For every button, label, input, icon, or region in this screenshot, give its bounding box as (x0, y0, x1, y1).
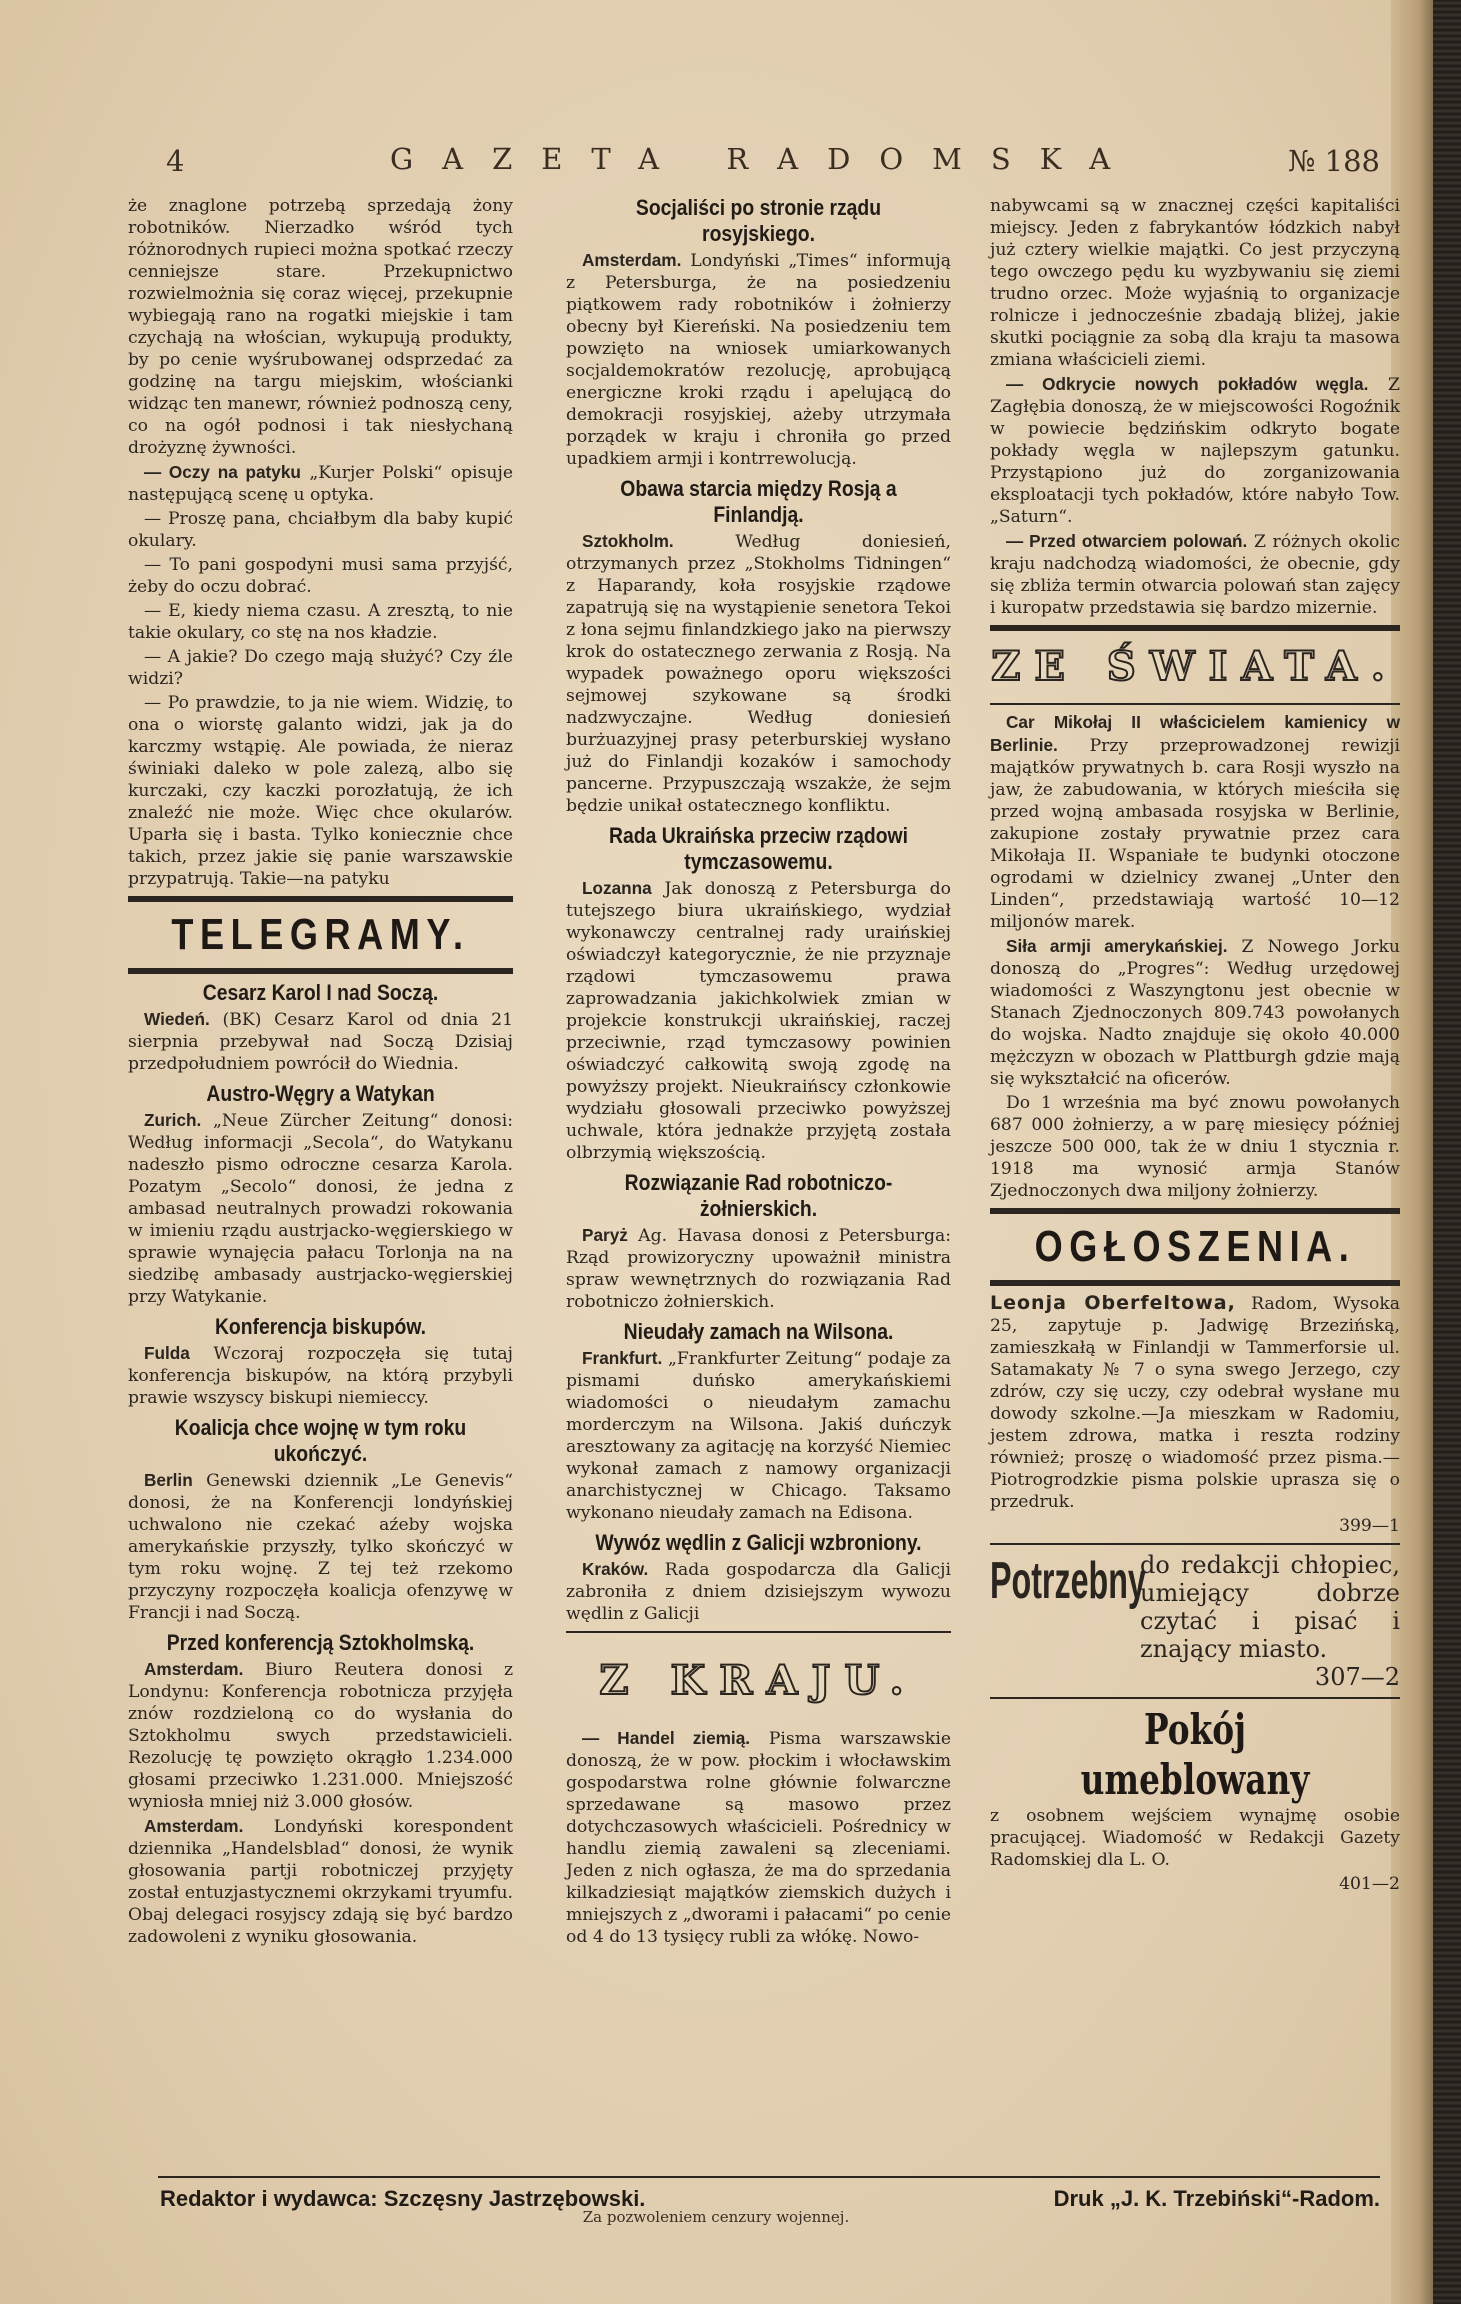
dateline: Berlin (144, 1470, 193, 1490)
article-text: Londyński korespondent dziennika „Handelsblad“ donosi, że wynik głosowania partji robotniczej przyjęty został entuzjastycznemi okrzykami tryumfu. Obaj delegaci rosyjscy zdają się być bardzo zadowoleni z wyniku głosowania. (128, 1817, 513, 1947)
dateline: Paryż (582, 1225, 628, 1245)
article-headline: Konferencja biskupów. (214, 1314, 427, 1339)
article-paragraph (566, 1224, 951, 1313)
article-paragraph (990, 373, 1400, 528)
dateline: Zurich. (144, 1110, 202, 1130)
article-text: Jak donoszą z Petersburga do tutejszego biura ukraińskiego, wydział wykonawczy centralnej rady uraińskiej oświadczył kategorycznie, że nie przyznaje rządowi tymczasowemu prawa zaprowadzania jakichkolwiek zmian w projekcie konstrukcji ukraińskiej, raczej przeciwnie, rząd tymczasowy powinien oświadczyć całkowitą swoją zgodę na powyższy projekt. Nieukraińscy członkowie wydziału głosowali przeciwko powyższej uchwale, która jednakże przyjętą została olbrzymią większością. (566, 879, 951, 1163)
ad-text: z osobnem wejściem wynajmę osobie pracującej. Wiadomość w Redakcji Gazety Radomskiej dla L. O. (990, 1806, 1400, 1870)
article-paragraph (566, 1347, 951, 1524)
column-1 (128, 195, 513, 1950)
ad-text: Radom, Wysoka 25, zapytuje p. Jadwigę Brzezińską, zamieszkałą w Finlandji w Tammerforsie ul. Satamakaty № 7 o syna swego Jerzego, czy zdrów, czy się uczy, czy odebrał wysłane mu dowody szkolne.—Ja mieszkam w Radomiu, jestem zdrowa, matka i reszta rodziny również; proszę o wiadomość przez pisma.—Piotrogrodzkie pisma polskie uprasza się o przedruk. (990, 1294, 1400, 1512)
dialogue-line: — Proszę pana, chciałbym dla baby kupić okulary. (128, 509, 513, 551)
printer-credit: Druk „J. K. Trzebiński“-Radom. (1053, 2186, 1380, 2211)
section-rule (128, 968, 513, 974)
section-title-telegramy: TELEGRAMY. (171, 910, 470, 959)
article-text: Według doniesień, otrzymanych przez „Stokholms Tidningen“ z Haparandy, koła rosyjskie rządowe zapatrują się na wystąpienie senetora Tekoi z łona sejmu finlandzkiego jako na pierwszy krok do ostatecznego zerwania z Rosją. Na wypadek poważnego oporu większości sejmowej szykowane są środki nadzwyczajne. Według doniesień burżuazyjnej prasy peterburskiej wysłano już do Finlandji kozaków i samochody pancerne. Przypuszczają wszakże, że sejm będzie unikał ostatecznego konfliktu. (566, 532, 952, 816)
article-paragraph (990, 935, 1400, 1090)
advertisement (990, 1292, 1400, 1513)
page-header (160, 142, 1380, 182)
article-paragraph (566, 877, 951, 1164)
ad-code: 307—2 (1314, 1663, 1400, 1691)
article-headline: Austro-Węgry a Watykan (206, 1081, 435, 1106)
dateline: Sztokholm. (582, 531, 674, 551)
article-lead: Car Mikołaj II właścicielem kamienicy w Berlinie. (990, 712, 1400, 755)
article-text: Do 1 września ma być znowu powołanych 687 000 żołnierzy, a w parę miesięcy później jeszcze 500 000, tak że w dniu 1 stycznia r. 1918 ma wynosić armja Stanów Zjednoczonych dwa miljony żołnierzy. (990, 1093, 1400, 1201)
article-paragraph (566, 530, 951, 817)
dateline: Frankfurt. (582, 1348, 663, 1368)
article-paragraph (566, 1727, 951, 1948)
article-headline: Przed konferencją Sztokholmską. (166, 1630, 475, 1655)
ad-headline: Pokój umeblowany (1080, 1705, 1310, 1804)
section-rule (990, 1280, 1400, 1286)
book-edge (1433, 0, 1461, 2304)
article-paragraph (128, 1658, 513, 1813)
article-paragraph (128, 1469, 513, 1624)
article-paragraph (128, 461, 513, 506)
article-text: Wczoraj rozpoczęła się tutaj konferencja biskupów, na którą przybyli prawie wszyscy biskupi niemieccy. (128, 1344, 514, 1408)
dialogue-line: — Po prawdzie, to ja nie wiem. Widzię, to ona o wiorstę galanto widzi, jak ja do karczmy wstąpię. Ale powiada, że nieraz świniaki daleko w pole zalezą, albo się kurczaki, czy kaczki porozłatują, że ich znaleźć nie może. Więc chce okularów. Uparła się i basta. Tylko koniecznie chce takich, przez jakie się panie warszawskie przypatrują. Takie—na patyku (128, 693, 513, 889)
page-number: 4 (166, 144, 185, 178)
dialogue-line: — A jakie? Do czego mają służyć? Czy źle widzi? (128, 647, 513, 689)
article-headline: Koalicja chce wojnę w tym roku ukończyć. (174, 1415, 467, 1466)
section-rule (990, 703, 1400, 705)
article-text: Londyński „Times“ informują z Petersburga, że na posiedzeniu piątkowem rady robotników i żołnierzy obecny był Kiereński. Na posiedzeniu tem powzięto na wniosek umiarkowanych socjaldemokratów rezolucję, aprobującą energiczne kroki rządu i apelującą do demokracji rosyjskiej, ażeby utrzymała porządek w kraju i chroniła go przed upadkiem armji i kontrrewolucją. (566, 251, 951, 469)
advertisement (990, 1551, 1400, 1663)
ad-headline: Potrzebny (990, 1552, 1146, 1610)
article-text: Ag. Havasa donosi z Petersburga: Rząd prowizoryczny upoważnił ministra spraw wewnętrznych do rozwiązania Rad robotniczo żołnierskich. (566, 1226, 951, 1312)
dialogue-line: — To pani gospodyni musi sama przyjść, żeby do oczu dobrać. (128, 555, 513, 597)
section-rule (990, 625, 1400, 631)
ad-code: 401—2 (1339, 1874, 1400, 1894)
dateline: Fulda (144, 1343, 190, 1363)
section-title-ze-swiata: ZE ŚWIATA. (991, 643, 1399, 690)
article-text: Przy przeprowadzonej rewizji majątków prywatnych b. cara Rosji wyszło na jaw, że zabudowania, w których mieściła się przed wojną ambasada rosyjska w Berlinie, zakupione zostały prywatnie przez cara Mikołaja II. Wspaniałe te budynki otoczone ogrodami w dzielnicy zwanej „Unter den Linden“, przedstawiają wartość 10—12 miljonów marek. (990, 736, 1400, 932)
dateline: Kraków. (582, 1559, 649, 1579)
dateline: Lozanna (582, 878, 652, 898)
article-text: nabywcami są w znacznej części kapitaliści miejscy. Jeden z fabrykantów łódzkich nabył już cztery wielkie majątki. Co jest przyczyną tego owczego pędu ku wyzbywaniu się ziemi trudno orzec. Może wyjaśnią to organizacje rolnicze i jednocześnie zbadają bliżej, jakie skutki pociągnie za sobą dla kraju ta masowa zmiana właścicieli ziemi. (990, 196, 1400, 370)
article-lead: — Handel ziemią. (582, 1728, 751, 1748)
column-3 (990, 195, 1400, 1895)
ad-separator (990, 1697, 1400, 1699)
article-text: Rada gospodarcza dla Galicji zabroniła z dniem dzisiejszym wywozu wędlin z Galicji (566, 1560, 951, 1624)
article-headline: Wywóz wędlin z Galicji wzbroniony. (595, 1530, 922, 1555)
article-lead: — Odkrycie nowych pokładów węgla. (1006, 374, 1369, 394)
article-text: (BK) Cesarz Karol od dnia 21 sierpnia przebywał nad Soczą Dzisiaj przedpołudniem powrócił do Wiednia. (128, 1010, 514, 1074)
advertiser-name: Leonja Oberfeltowa, (990, 1292, 1236, 1314)
article-headline: Socjaliści po stronie rządu rosyjskiego. (635, 195, 882, 246)
dialogue-line: — E, kiedy niema czasu. A zresztą, to nie takie okulary, co stę na nos kładzie. (128, 601, 513, 643)
article-paragraph (566, 1558, 951, 1625)
censorship-note: Za pozwoleniem cenzury wojennej. (582, 2208, 850, 2226)
article-text: Pisma warszawskie donoszą, że w pow. płockim i włocławskim gospodarstwa rolne głównie folwarczne sprzedawane są masowo przez dotychczasowych właścicieli. Pośrednicy w handlu ziemią zawaleni są zleceniami. Jeden z nich ogłasza, że ma do sprzedania kilkadziesiąt majątków ziemskich dużych i mniejszych z „dworami i pałacami“ po cenie od 4 do 13 tysięcy rubli za włókę. Nowo- (566, 1729, 951, 1947)
section-rule (566, 1631, 951, 1633)
article-paragraph (566, 249, 951, 470)
ad-separator (990, 1543, 1400, 1545)
article-lead: Siła armji amerykańskiej. (1006, 936, 1228, 956)
article-paragraph (128, 1109, 513, 1308)
article-paragraph (128, 1815, 513, 1948)
masthead-title: GAZETA RADOMSKA (390, 142, 1140, 176)
dateline: Wiedeń. (144, 1009, 210, 1029)
article-headline: Rozwiązanie Rad robotniczo-żołnierskich. (624, 1170, 893, 1221)
article-lead: — Oczy na patyku (144, 462, 301, 482)
dateline: Amsterdam. (144, 1659, 244, 1679)
article-headline: Rada Ukraińska przeciw rządowi tymczasowemu. (609, 823, 908, 874)
article-headline: Cesarz Karol I nad Soczą. (202, 980, 439, 1005)
dateline: Amsterdam. (582, 250, 682, 270)
article-text: „Frankfurter Zeitung“ podaje za pismami duńsko amerykańskiemi wiadomości o nieudałym zamachu morderczym na Wilsona. Jakiś duńczyk aresztowany za agitację na korzyść Niemiec wykonał zamach z namowy organizacji anarchistycznej w Chicago. Taksamo wykonano nieudały zamach na Edisona. (566, 1349, 951, 1523)
article-text: „Kurjer Polski“ opisuje następującą scenę u optyka. (128, 463, 513, 505)
section-rule (128, 896, 513, 902)
article-headline: Nieudały zamach na Wilsona. (623, 1319, 894, 1344)
article-paragraph (990, 711, 1400, 933)
issue-number: № 188 (1287, 144, 1380, 178)
column-2 (566, 195, 951, 1950)
article-text: Z różnych okolic kraju nadchodzą wiadomości, że obecnie, gdy się zbliża termin otwarcia polowań stan zajęcy i kuropatw przedstawia się bardzo mizernie. (990, 532, 1401, 618)
article-headline: Obawa starcia między Rosją a Finlandją. (620, 476, 897, 527)
article-lead: — Przed otwarciem polowań. (1006, 531, 1248, 551)
section-rule (990, 1208, 1400, 1214)
article-text: że znaglone potrzebą sprzedają żony robotników. Nierzadko wśród tych różnorodnych rupieci można spotkać rzeczy cenniejsze stare. Przekupnictwo rozwielmożnia się coraz więcej, przekupnie wybiegają rano na rogatki miejskie i tam czychają na włościan, wykupują produkty, by po cenie wyśrubowanej odsprzedać za godzinę na targu miejskim, włościanki widząc ten manewr, również podnoszą ceny, co na ogół podnosi i tak niesłychaną drożyznę żywności. (128, 196, 513, 458)
editor-credit: Redaktor i wydawca: Szczęsny Jastrzębowski. (160, 2186, 646, 2211)
article-text: Z Nowego Jorku donoszą do „Progres“: Według urzędowej wiadomości z Waszyngtonu jest obecnie w Stanach Zjednoczonych 809.743 powołanych do wojska. Nadto znajduje się około 40.000 mężczyzn w obozach w Plattburgh gdzie mają się wykształcić na oficerów. (990, 937, 1400, 1089)
section-title-ogloszenia: OGŁOSZENIA. (1034, 1222, 1356, 1271)
article-paragraph (128, 1342, 513, 1409)
article-text: Z Zagłębia donoszą, że w miejscowości Rogoźnik w powiecie będzińskim odkryto bogate pokłady węgla w najlepszym gatunku. Przystąpiono już do zorganizowania eksploatacji tych pokładów, które nabyło Tow. „Saturn“. (990, 375, 1400, 527)
section-title-z-kraju: Z KRAJU. (599, 1657, 918, 1704)
article-text: „Neue Zürcher Zeitung“ donosi: Według informacji „Secola“, do Watykanu nadeszło pismo odroczne cesarza Karola. Pozatym „Secolo“ donosi, że jedna z ambasad neutralnych prowadzi rokowania w imieniu rządu austrjacko-węgierskiego w sprawie wynajęcia pałacu Torlonja na na siedzibę ambasady austrjacko-węgierskiej przy Watykanie. (128, 1111, 513, 1307)
article-paragraph (128, 1008, 513, 1075)
article-text: Genewski dziennik „Le Genevis“ donosi, że na Konferencji londyńskiej uchwalono nie czekać aźeby wojska amerykańskie przyszły, tylko skończyć w tym roku wojnę. Z tej też rzekomo przyczyny rozpoczęła koalicja ofenzywę w Francji i nad Soczą. (128, 1471, 514, 1623)
article-paragraph (990, 530, 1400, 619)
ad-code: 399—1 (1339, 1516, 1400, 1536)
dateline: Amsterdam. (144, 1816, 244, 1836)
article-text: Biuro Reutera donosi z Londynu: Konferencja robotnicza przyjęła znów rozdzieloną co do wysłania do Sztokholmu swych przedstawicieli. Rezolucję tę powzięto okrągło 1.234.000 głosami przeciwko 1.231.000. Mniejszość wyniosła mniej niż 3.000 głosów. (128, 1660, 514, 1812)
ad-text: do redakcji chłopiec, umiejący dobrze czytać i pisać i znający miasto. (1140, 1551, 1400, 1663)
